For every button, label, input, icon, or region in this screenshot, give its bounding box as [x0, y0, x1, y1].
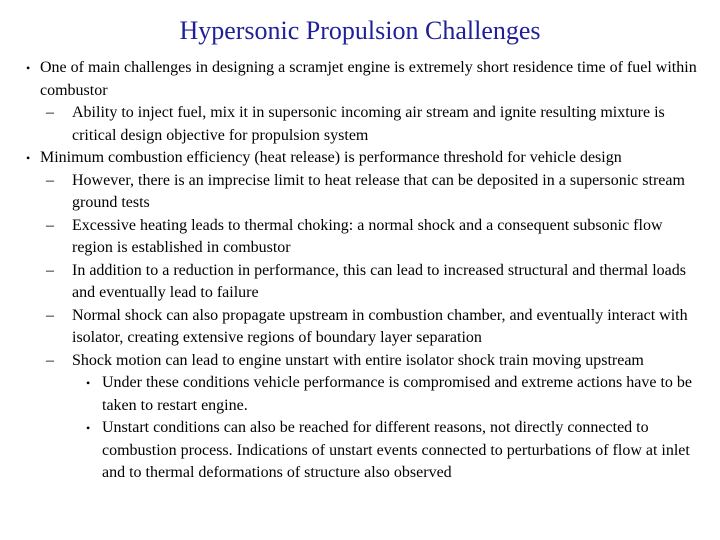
bullet-text: Minimum combustion efficiency (heat release) is performance threshold for vehicle design	[40, 149, 622, 166]
bullet-marker: •	[26, 61, 31, 75]
dash-marker: –	[46, 351, 54, 369]
bullet-2-sub-4	[0, 305, 720, 350]
dash-marker: –	[46, 216, 54, 234]
bullet-text: Normal shock can also propagate upstream in combustion chamber, and eventually interact with isolator, creating extensive regions of boundary layer separation	[72, 306, 688, 346]
bullet-2-sub-5	[0, 350, 720, 373]
bullet-2-sub-1	[0, 170, 720, 215]
slide-title: Hypersonic Propulsion Challenges	[179, 16, 541, 45]
bullet-2-sub-3	[0, 260, 720, 305]
bullet-text: Unstart conditions can also be reached for different reasons, not directly connected to combustion process. Indications of unstart events connected to perturbations of flow at inlet and to thermal deformations of structure also observed	[102, 419, 690, 481]
bullet-text: Ability to inject fuel, mix it in supersonic incoming air stream and ignite resulting mixture is critical design objective for propulsion system	[72, 104, 665, 144]
bullet-text: One of main challenges in designing a scramjet engine is extremely short residence time of fuel within combustor	[40, 59, 697, 99]
dash-marker: –	[46, 171, 54, 189]
bullet-marker: •	[26, 151, 31, 165]
bullet-text: Excessive heating leads to thermal choking: a normal shock and a consequent subsonic flow region is established in combustor	[72, 216, 663, 256]
bullet-text: Shock motion can lead to engine unstart with entire isolator shock train moving upstream	[72, 351, 644, 369]
slide-body	[0, 57, 720, 485]
bullet-2-sub-5-sub-1	[0, 372, 720, 417]
dash-marker: –	[46, 261, 54, 279]
bullet-1	[0, 57, 720, 102]
bullet-text: However, there is an imprecise limit to heat release that can be deposited in a supersonic stream ground tests	[72, 171, 685, 211]
bullet-text: In addition to a reduction in performance, this can lead to increased structural and thermal loads and eventually lead to failure	[72, 261, 686, 301]
bullet-text: Under these conditions vehicle performance is compromised and extreme actions have to be taken to restart engine.	[102, 374, 693, 414]
bullet-marker: •	[86, 421, 91, 435]
bullet-marker: •	[86, 376, 91, 390]
bullet-2-sub-2	[0, 215, 720, 260]
dash-marker: –	[46, 104, 54, 121]
bullet-2	[0, 147, 720, 170]
bullet-1-sub-1	[0, 102, 720, 147]
bullet-2-sub-5-sub-2	[0, 417, 720, 485]
dash-marker: –	[46, 306, 54, 324]
